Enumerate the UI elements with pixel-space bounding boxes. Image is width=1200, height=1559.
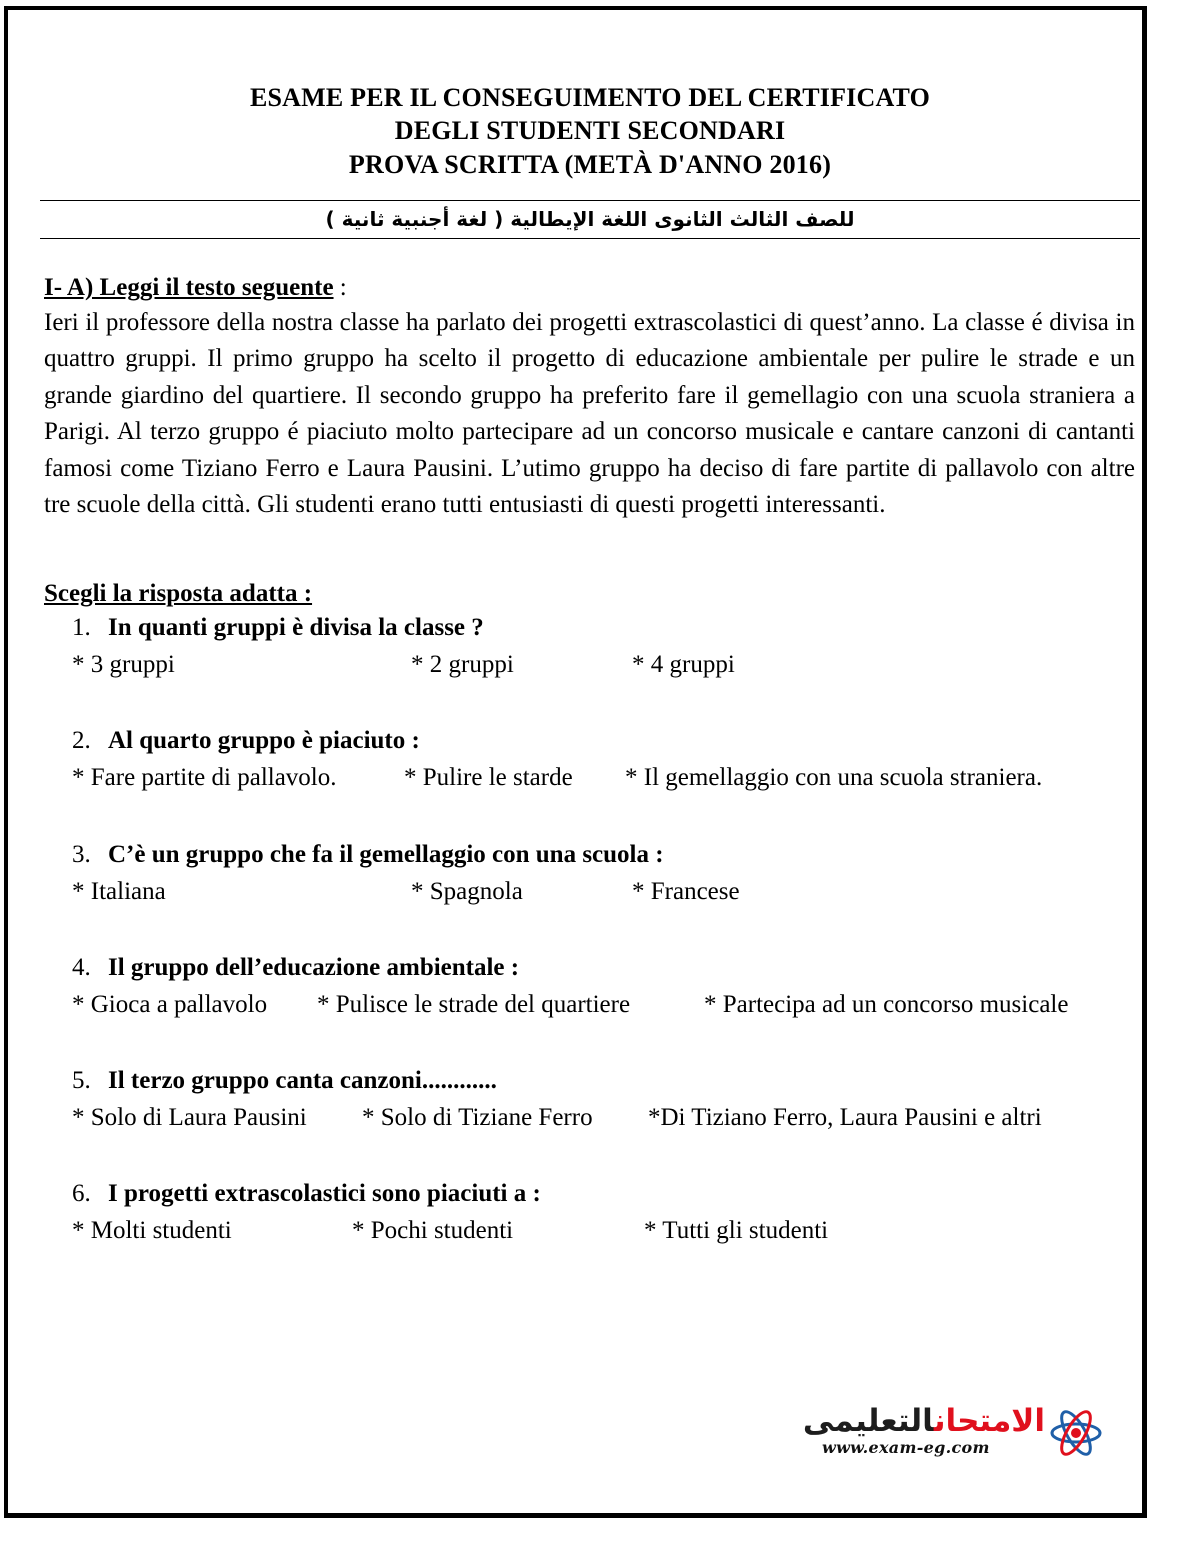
question-5 xyxy=(72,1065,497,1097)
question-text: Il gruppo dell’educazione ambientale : xyxy=(108,954,520,981)
option-5c[interactable]: *Di Tiziano Ferro, Laura Pausini e altri xyxy=(648,1104,1042,1131)
question-number: 5. xyxy=(72,1067,91,1094)
divider-top xyxy=(40,200,1140,201)
logo-arabic-black: التعليمى xyxy=(802,1403,934,1439)
exam-title-line-3: PROVA SCRITTA (METÀ D'ANNO 2016) xyxy=(348,150,832,179)
question-text: Al quarto gruppo è piaciuto : xyxy=(108,727,420,754)
exam-eg-logo xyxy=(802,1402,1103,1472)
option-4a[interactable]: * Gioca a pallavolo xyxy=(72,991,268,1018)
option-3b[interactable]: * Spagnola xyxy=(411,878,523,905)
question-number: 6. xyxy=(72,1180,91,1207)
option-2a[interactable]: * Fare partite di pallavolo. xyxy=(72,764,337,791)
option-1c[interactable]: * 4 gruppi xyxy=(632,651,735,678)
option-1b[interactable]: * 2 gruppi xyxy=(411,651,514,678)
question-number: 4. xyxy=(72,954,91,981)
option-2c[interactable]: * Il gemellaggio con una scuola straniera. xyxy=(625,764,1043,791)
question-6 xyxy=(72,1178,541,1210)
exam-title-line-1: ESAME PER IL CONSEGUIMENTO DEL CERTIFICATO xyxy=(249,83,931,112)
option-4b[interactable]: * Pulisce le strade del quartiere xyxy=(317,991,631,1018)
section-heading xyxy=(44,272,347,304)
option-5b[interactable]: * Solo di Tiziane Ferro xyxy=(362,1104,593,1131)
divider-bottom xyxy=(40,238,1140,239)
option-1a[interactable]: * 3 gruppi xyxy=(72,651,175,678)
option-4c[interactable]: * Partecipa ad un concorso musicale xyxy=(704,991,1069,1018)
question-text: I progetti extrascolastici sono piaciuti a : xyxy=(108,1180,541,1207)
instruction: Scegli la risposta adatta : xyxy=(44,580,313,607)
section-heading-colon: : xyxy=(333,274,347,301)
question-1 xyxy=(72,612,484,644)
question-number: 1. xyxy=(72,614,91,641)
question-number: 3. xyxy=(72,841,91,868)
section-heading-text: I- A) Leggi il testo seguente xyxy=(44,274,334,301)
option-3a[interactable]: * Italiana xyxy=(72,878,166,905)
logo-arabic-text xyxy=(803,1402,1045,1440)
arabic-subtitle: للصف الثالث الثانوى اللغة الإيطالية ( لغة أجنبية ثانية ) xyxy=(325,207,855,231)
logo-url: www.exam-eg.com xyxy=(822,1438,990,1457)
exam-title-line-2: DEGLI STUDENTI SECONDARI xyxy=(394,116,786,145)
option-3c[interactable]: * Francese xyxy=(632,878,740,905)
option-2b[interactable]: * Pulire le starde xyxy=(404,764,573,791)
question-3 xyxy=(72,839,664,871)
question-4 xyxy=(72,952,519,984)
question-text: Il terzo gruppo canta canzoni............ xyxy=(108,1067,497,1094)
logo-arabic-red: الامتحان xyxy=(933,1403,1045,1439)
question-text: In quanti gruppi è divisa la classe ? xyxy=(108,614,484,641)
question-2 xyxy=(72,725,420,757)
option-5a[interactable]: * Solo di Laura Pausini xyxy=(72,1104,307,1131)
option-6b[interactable]: * Pochi studenti xyxy=(352,1217,514,1244)
reading-passage: Ieri il professore della nostra classe ha parlato dei progetti extrascolastici di quest’anno. La classe é divisa in quattro gruppi. Il primo gruppo ha scelto il progetto di educazione ambientale per pulire le strade e un grande giardino del quartiere. Il secondo gruppo ha preferito fare il gemellagio con una scuola straniera a Parigi. Al terzo gruppo é piaciuto molto partecipare ad un concorso musicale e cantare canzoni di cantanti famosi come Tiziano Ferro e Laura Pausini. L’utimo gruppo ha deciso di fare partite di pallavolo con altre tre scuole della città. Gli studenti erano tutti entusiasti di questi progetti interessanti. xyxy=(44,309,1135,519)
question-number: 2. xyxy=(72,727,91,754)
question-text: C’è un gruppo che fa il gemellaggio con una scuola : xyxy=(108,841,664,868)
option-6a[interactable]: * Molti studenti xyxy=(72,1217,232,1244)
atom-icon xyxy=(1049,1406,1103,1460)
option-6c[interactable]: * Tutti gli studenti xyxy=(644,1217,829,1244)
